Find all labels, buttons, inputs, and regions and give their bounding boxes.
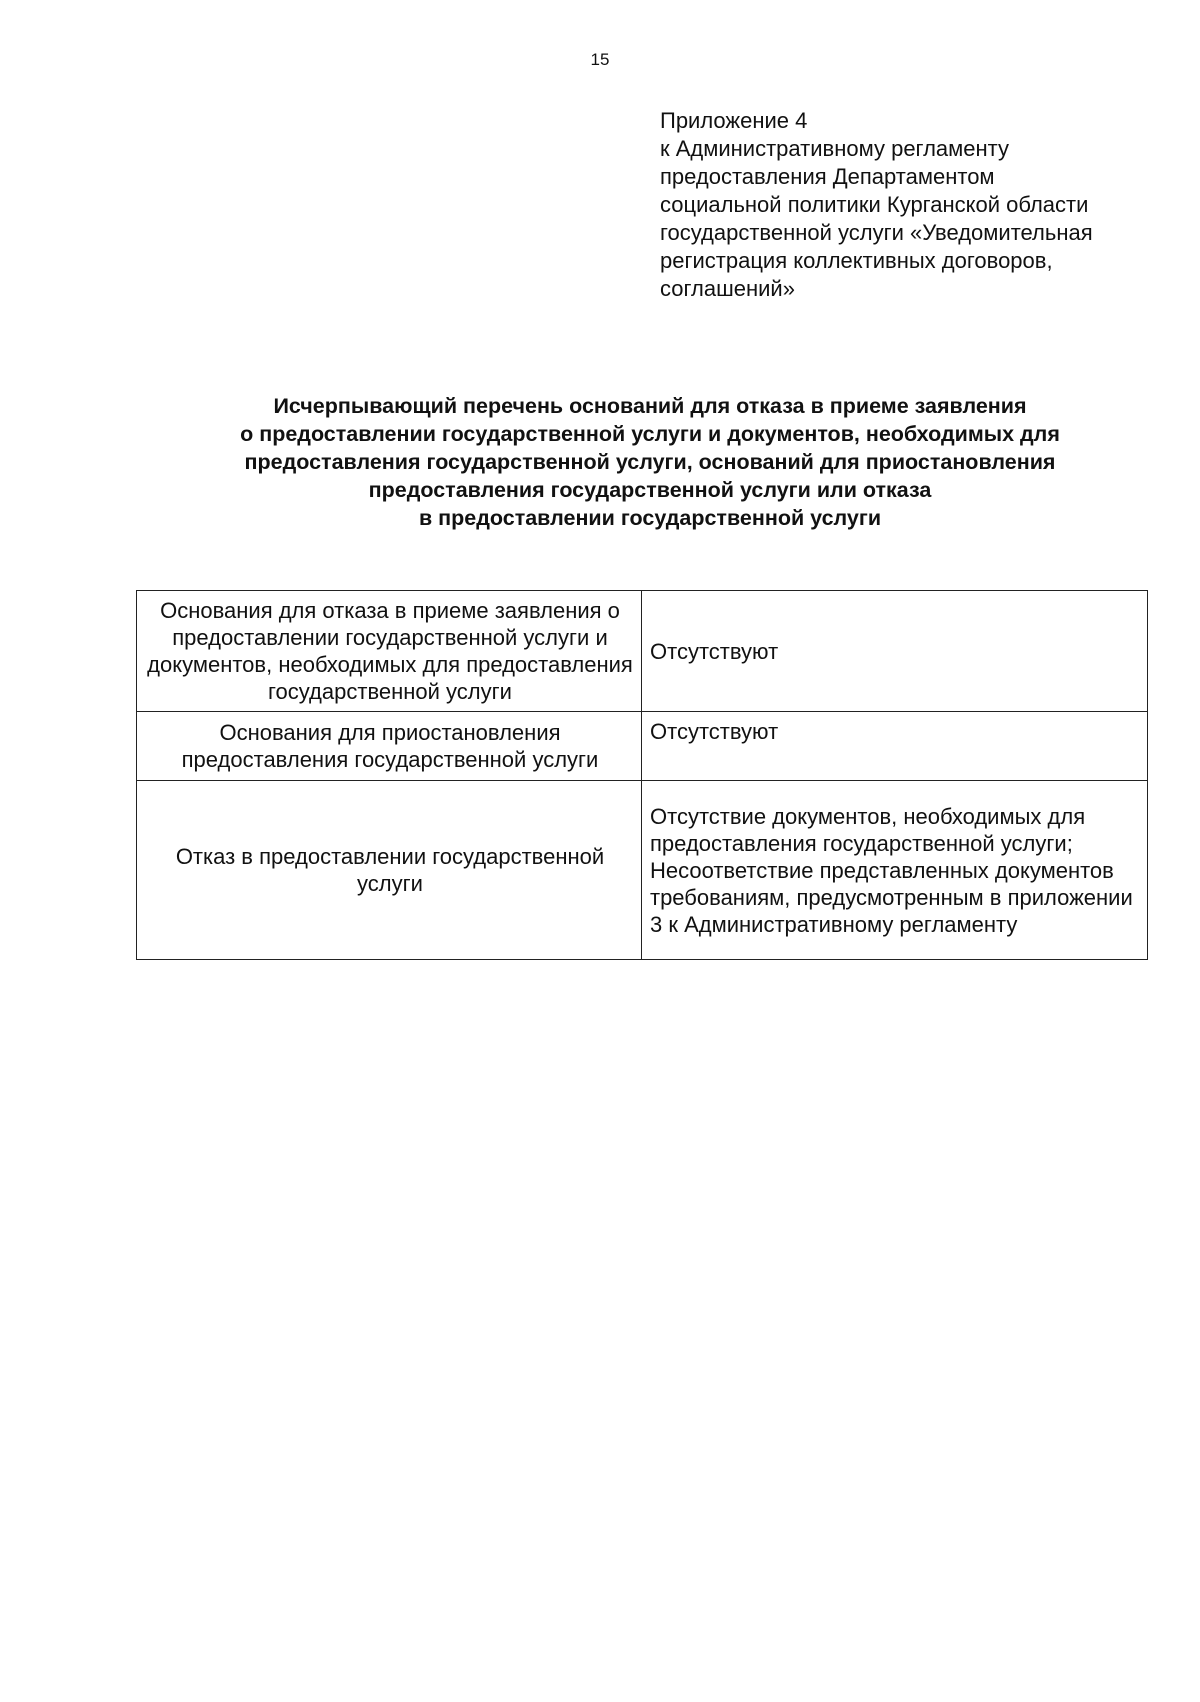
ground-cell: Основания для приостановления предоставления государственной услуги: [137, 712, 642, 781]
value-cell: [642, 712, 1148, 781]
value-cell: [642, 781, 1148, 960]
value-cell: [642, 591, 1148, 712]
document-title: [150, 392, 1150, 532]
title-line: предоставления государственной услуги, оснований для приостановления: [244, 450, 1056, 474]
grounds-table: [136, 590, 1148, 960]
appendix-line: соглашений»: [660, 276, 795, 301]
appendix-line: к Административному регламенту: [660, 136, 1010, 161]
title-line: предоставления государственной услуги или отказа: [368, 478, 932, 502]
appendix-line: социальной политики Курганской области: [660, 192, 1089, 217]
value-line: Отсутствие документов, необходимых для предоставления государственной услуги;: [650, 803, 1086, 856]
appendix-line: государственной услуги «Уведомительная: [660, 220, 1093, 245]
title-line: Исчерпывающий перечень оснований для отказа в приеме заявления: [273, 394, 1027, 418]
ground-cell: Отказ в предоставлении государственной услуги: [137, 781, 642, 960]
title-line: в предоставлении государственной услуги: [418, 506, 882, 530]
title-line: о предоставлении государственной услуги и документов, необходимых для: [240, 422, 1060, 446]
ground-cell: Основания для отказа в приеме заявления о предоставлении государственной услуги и документов, необходимых для предоставления государственной услуги: [137, 591, 642, 712]
appendix-note: [660, 107, 1180, 303]
page-number: 15: [590, 50, 610, 69]
table-row: [137, 712, 1148, 781]
table-row: [137, 591, 1148, 712]
value-line: Отсутствуют: [650, 719, 779, 744]
appendix-line: предоставления Департаментом: [660, 164, 995, 189]
value-line: Отсутствуют: [650, 638, 779, 664]
table-row: [137, 781, 1148, 960]
appendix-line: регистрация коллективных договоров,: [660, 248, 1053, 273]
value-line: Несоответствие представленных документов требованиям, предусмотренным в приложении 3 к Административному регламенту: [650, 857, 1133, 937]
appendix-line: Приложение 4: [660, 108, 808, 133]
